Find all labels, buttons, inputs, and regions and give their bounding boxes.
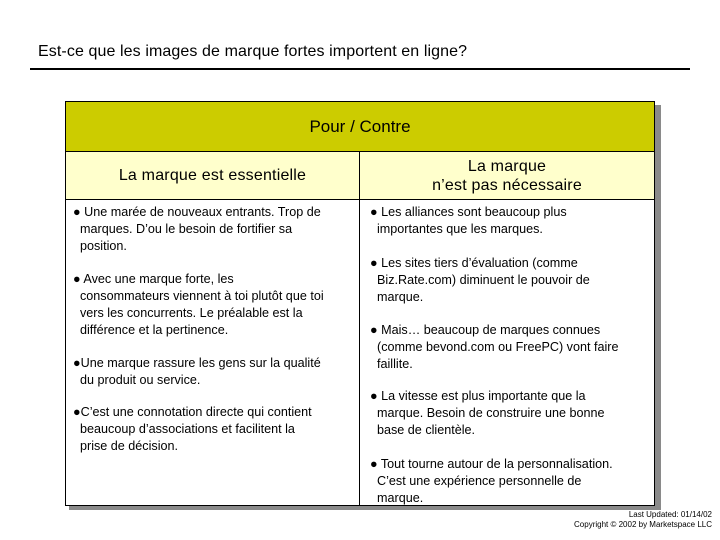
copyright: Copyright © 2002 by Marketspace LLC (574, 520, 712, 529)
list-item (66, 204, 358, 255)
list-item (362, 255, 652, 306)
table-header-band (66, 102, 654, 152)
list-item-line: consommateurs viennent à toi plutôt que toi (80, 289, 324, 303)
list-item (66, 355, 358, 389)
list-item-line: (comme bevond.com ou FreePC) vont faire (377, 340, 619, 354)
list-item (362, 322, 652, 373)
list-item-first-line: ● Mais… beaucoup de marques connues (370, 323, 601, 337)
column-headings-band (66, 152, 654, 200)
list-item-first-line: ● La vitesse est plus importante que la (370, 389, 586, 403)
right-heading-line2: n’est pas nécessaire (432, 176, 582, 194)
list-item-line: position. (80, 239, 127, 253)
last-updated: Last Updated: 01/14/02 (628, 510, 712, 519)
list-item-line: Biz.Rate.com) diminuent le pouvoir de (377, 273, 590, 287)
list-item-first-line: ●Une marque rassure les gens sur la qualité (73, 356, 321, 370)
list-item (362, 204, 652, 238)
list-item-first-line: ● Les alliances sont beaucoup plus (370, 205, 567, 219)
list-item-line: prise de décision. (80, 439, 179, 453)
list-item (362, 456, 652, 507)
list-item-line: importantes que les marques. (377, 222, 543, 236)
list-item-first-line: ●C’est une connotation directe qui contient (73, 405, 312, 419)
footer (574, 510, 712, 530)
list-item-line: marques. D’ou le besoin de fortifier sa (80, 222, 293, 236)
list-item-line: base de clientèle. (377, 423, 476, 437)
list-item-line: beaucoup d’associations et facilitent la (80, 422, 295, 436)
list-item-first-line: ● Tout tourne autour de la personnalisation. (370, 457, 613, 471)
right-column-heading (360, 152, 654, 199)
list-item-line: différence et la pertinence. (80, 323, 229, 337)
list-item-line: faillite. (377, 357, 413, 371)
pros-cons-table (65, 101, 655, 506)
title-rule (30, 68, 690, 70)
list-item-line: C’est une expérience personnelle de (377, 474, 582, 488)
list-item-first-line: ● Une marée de nouveaux entrants. Trop de (73, 205, 321, 219)
right-heading-line1: La marque (467, 157, 547, 175)
list-item (362, 388, 652, 439)
table-header-text: Pour / Contre (309, 117, 411, 136)
list-item-line: marque. Besoin de construire une bonne (377, 406, 605, 420)
list-item-first-line: ● Les sites tiers d’évaluation (comme (370, 256, 578, 270)
list-item-first-line: ● Avec une marque forte, les (73, 272, 234, 286)
list-item (66, 271, 358, 339)
list-item (66, 404, 358, 455)
left-column-heading: La marque est essentielle (118, 167, 307, 184)
list-item-line: marque. (377, 290, 424, 304)
slide-title: Est-ce que les images de marque fortes importent en ligne? (38, 43, 468, 60)
list-item-line: du produit ou service. (80, 373, 201, 387)
column-divider (359, 152, 360, 506)
list-item-line: vers les concurrents. Le préalable est la (80, 306, 303, 320)
list-item-line: marque. (377, 491, 424, 505)
